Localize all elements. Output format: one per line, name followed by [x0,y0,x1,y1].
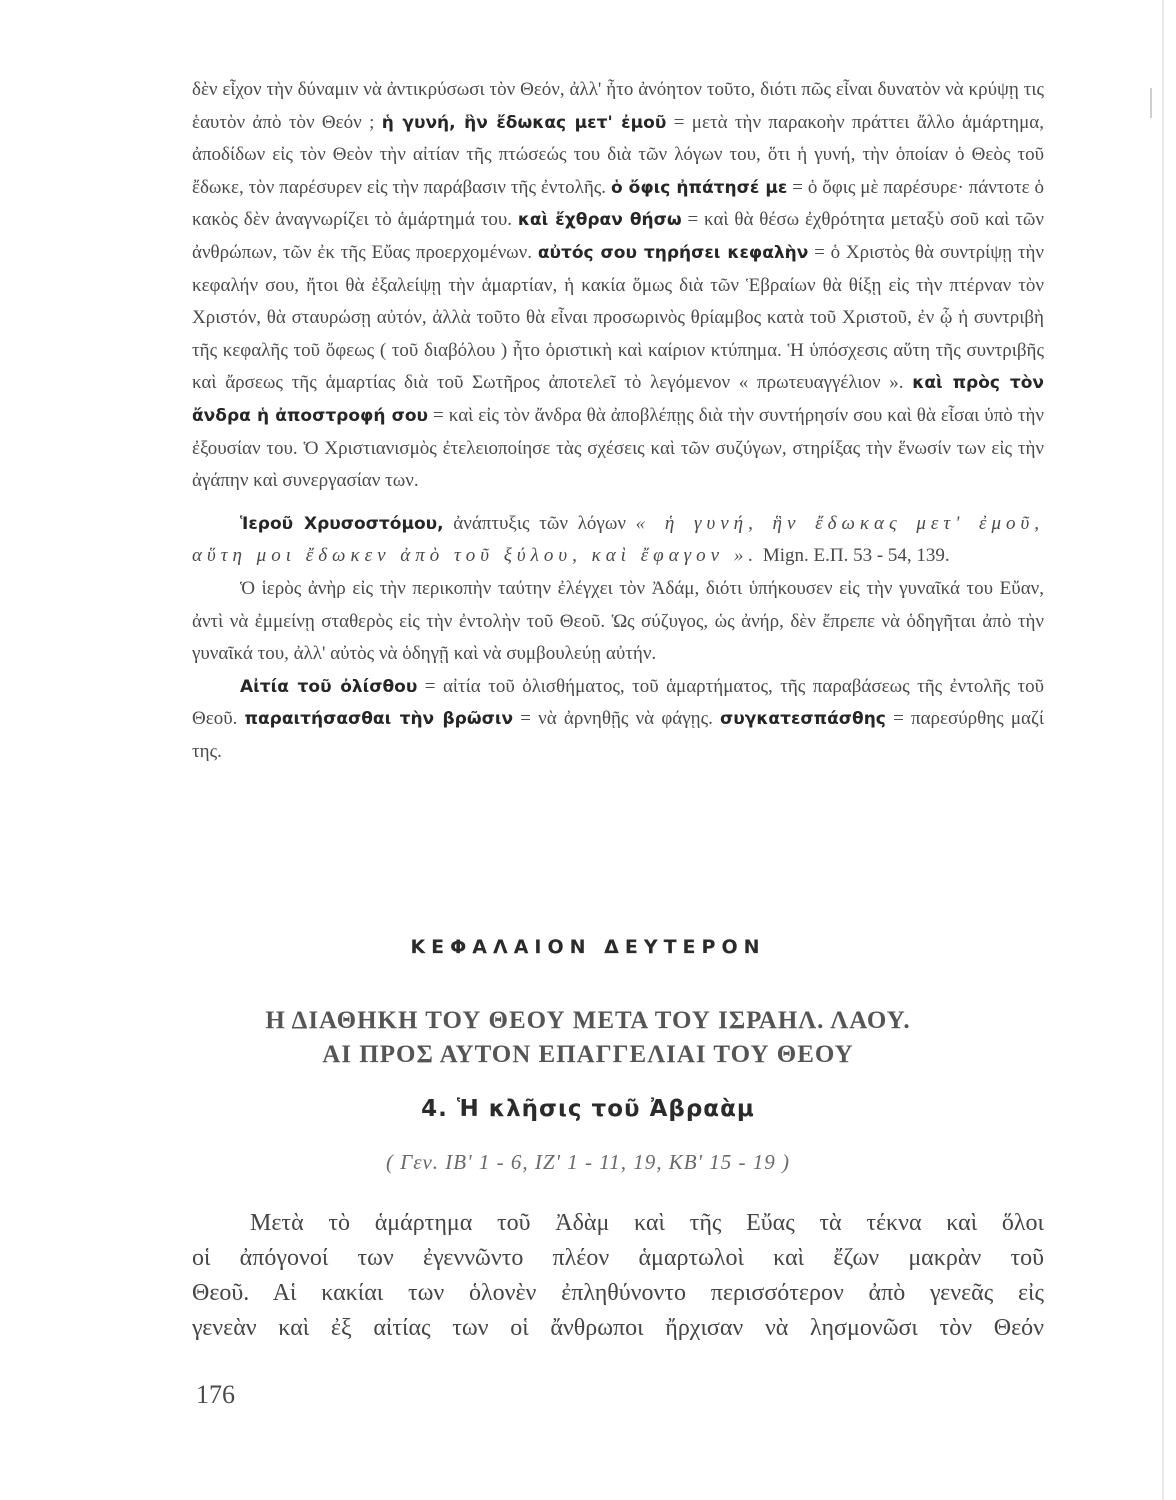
scripture-reference: ( Γεν. ΙΒ' 1 - 6, ΙΖ' 1 - 11, 19, ΚΒ' 15 - 19 ) [386,1150,790,1174]
main-text [192,1206,1044,1346]
text-run: = αἰτία τοῦ ὀλισθήματος, τοῦ ἁμαρτήματος, τῆς παραβάσεως τῆς ἐντολῆς τοῦ Θεοῦ. [192,675,1045,730]
lesson-heading: 4. Ἡ κλῆσις τοῦ Ἀβραὰμ [421,1096,755,1122]
commentary-paragraph-adam [192,573,1044,671]
commentary-block [192,74,1044,768]
bold-term: ἡ γυνή, ἣν ἔδωκας μετ' ἐμοῦ [381,112,667,133]
text-run: ἀνάπτυξις τῶν λόγων [443,512,636,534]
commentary-paragraph-glossary [192,671,1044,769]
chapter-heading: ΚΕΦΑΛΑΙΟΝ ΔΕΥΤΕΡΟΝ [410,936,766,958]
text-run: Ὁ ἱερὸς ἀνὴρ εἰς τὴν περικοπὴν ταύτην ἐλέγχει τὸν Ἀδάμ, διότι ὑπήκουσεν εἰς τὴν γυναῖκά του Εὔαν, ἀντὶ νὰ ἐμμείνῃ σταθερὸς εἰς τὴν ἐντολὴν τοῦ Θεοῦ. Ὡς σύζυγος, ὡς ἀνήρ, δὲν ἔπρεπε νὰ ὁδηγῆται ἀπὸ τὴν γυναῖκά του, ἀλλ' αὐτὸς νὰ ὁδηγῇ καὶ νὰ συμβουλεύῃ αὐτήν. [192,577,1044,665]
page-number: 176 [196,1380,235,1409]
bold-term: καὶ ἔχθραν θήσω [517,210,682,231]
text-run: δὲν εἶχον τὴν δύναμιν νὰ ἀντικρύσωσι τὸν Θεόν, ἀλλ' ἦτο ἀνόητον τοῦτο, διότι πῶς εἶναι δυνατὸν νὰ κρύψῃ τις ἑαυτὸν ἀπὸ τὸν Θεόν ; [192,79,1044,133]
bold-term: καὶ πρὸς τὸν ἄνδρα ἡ ἀποστροφή σου [192,373,1044,426]
text-run: = ὁ Χριστὸς θὰ συντρίψῃ τὴν κεφαλήν σου, ἤτοι θὰ ἐξαλείψῃ τὴν ἁμαρτίαν, ἡ κακία ὅμως διὰ τῶν Ἑβραίων θὰ θίξῃ εἰς τὴν πτέρναν τὸν Χριστόν, θὰ σταυρώσῃ αὐτόν, ἀλλὰ τοῦτο θὰ εἶναι προσωρινὸς θρίαμβος κατὰ τοῦ Χριστοῦ, ἐν ᾧ ἡ συντριβὴ τῆς κεφαλῆς τοῦ ὄφεως ( τοῦ διαβόλου ) ἦτο ὁριστικὴ καὶ καίριον κτύπημα. Ἡ ὑπόσχεσις αὕτη τῆς συντριβῆς καὶ ἄρσεως τῆς ἁμαρτίας διὰ τοῦ Σωτῆρος ἀποτελεῖ τὸ λεγόμενον « πρωτευαγγέλιον ». [192,241,1044,394]
text-run: = καὶ εἰς τὸν ἄνδρα θὰ ἀποβλέπῃς διὰ τὴν συντήρησίν σου καὶ θὰ εἶσαι ὑπὸ τὴν ἐξουσίαν του. Ὁ Χριστιανισμὸς ἐτελειοποίησε τὰς σχέσεις καὶ τῶν συζύγων, στηρίξας τὴν ἕνωσίν των εἰς τὴν ἀγάπην καὶ συνεργασίαν των. [192,404,1044,492]
text-run: = παρεσύρθης μαζί της. [192,708,1044,762]
section-title-line-2: ΑΙ ΠΡΟΣ ΑΥΤΟΝ ΕΠΑΓΓΕΛΙΑΙ ΤΟΥ ΘΕΟΥ [322,1041,854,1068]
bold-term: ὁ ὄφις ἠπάτησέ με [610,177,788,198]
text-run: = μετὰ τὴν παρακοὴν πράττει ἄλλο ἁμάρτημα, ἀποδίδων εἰς τὸν Θεὸν τὴν αἰτίαν τῆς πτώσεώς του διὰ τῶν λόγων του, ὅτι ἡ γυνή, τὴν ὁποίαν ὁ Θεὸς τοῦ ἔδωκε, τὸν παρέσυρεν εἰς τὴν παράβασιν τῆς ἐντολῆς. [192,111,1044,198]
main-text-line-3: Θεοῦ. Αἱ κακίαι των ὁλονὲν ἐπληθύνοντο περισσότερον ἀπὸ γενεᾶς εἰς [192,1280,1044,1306]
text-run: = νὰ ἀρνηθῇς νὰ φάγῃς. [513,708,721,730]
quoted-passage: « ἡ γυνή, ἣν ἔδωκας μετ' ἐμοῦ, αὕτη μοι ἔδωκεν ἀπὸ τοῦ ξύλου, καὶ ἔφαγον ». [192,512,1044,567]
page-edge-shadow [1162,0,1164,1500]
main-text-line-2: οἱ ἀπόγονοί των ἐγεννῶντο πλέον ἁμαρτωλοὶ καὶ ἔζων μακρὰν τοῦ [192,1245,1044,1271]
section-title-line-1: Η ΔΙΑΘΗΚΗ ΤΟΥ ΘΕΟΥ ΜΕΤΑ ΤΟΥ ΙΣΡΑΗΛ. ΛΑΟΥ. [265,1007,911,1034]
text-run: Mign. E.Π. 53 - 54, 139. [758,545,950,567]
commentary-paragraph-chrysostom [192,508,1044,573]
text-run: = καὶ θὰ θέσω ἐχθρότητα μεταξὺ σοῦ καὶ τῶν ἀνθρώπων, τῶν ἐκ τῆς Εὔας προερχομένων. [192,209,1044,263]
bold-term: παραιτήσασθαι τὴν βρῶσιν [244,709,514,730]
main-text-line-1: Μετὰ τὸ ἁμάρτημα τοῦ Ἀδὰμ καὶ τῆς Εὔας τὰ τέκνα καὶ ὅλοι [250,1210,1044,1236]
section-title [0,1004,1176,1072]
main-text-line-4: γενεὰν καὶ ἐξ αἰτίας των οἱ ἄνθρωποι ἤρχισαν νὰ λησμονῶσι τὸν Θεόν [192,1315,1044,1341]
text-run: = ὁ ὄφις μὲ παρέσυρε· πάντοτε ὁ κακὸς δὲν ἀναγνωρίζει τὸ ἁμάρτημά του. [192,176,1044,231]
commentary-paragraph-1 [192,74,1044,498]
bold-term: αὐτός σου τηρήσει κεφαλὴν [537,242,809,263]
bold-term: Αἰτία τοῦ ὀλίσθου [240,676,418,697]
margin-mark [1150,88,1152,118]
bold-term: συγκατεσπάσθης [720,709,886,730]
bold-term: Ἱεροῦ Χρυσοστόμου, [240,513,444,534]
